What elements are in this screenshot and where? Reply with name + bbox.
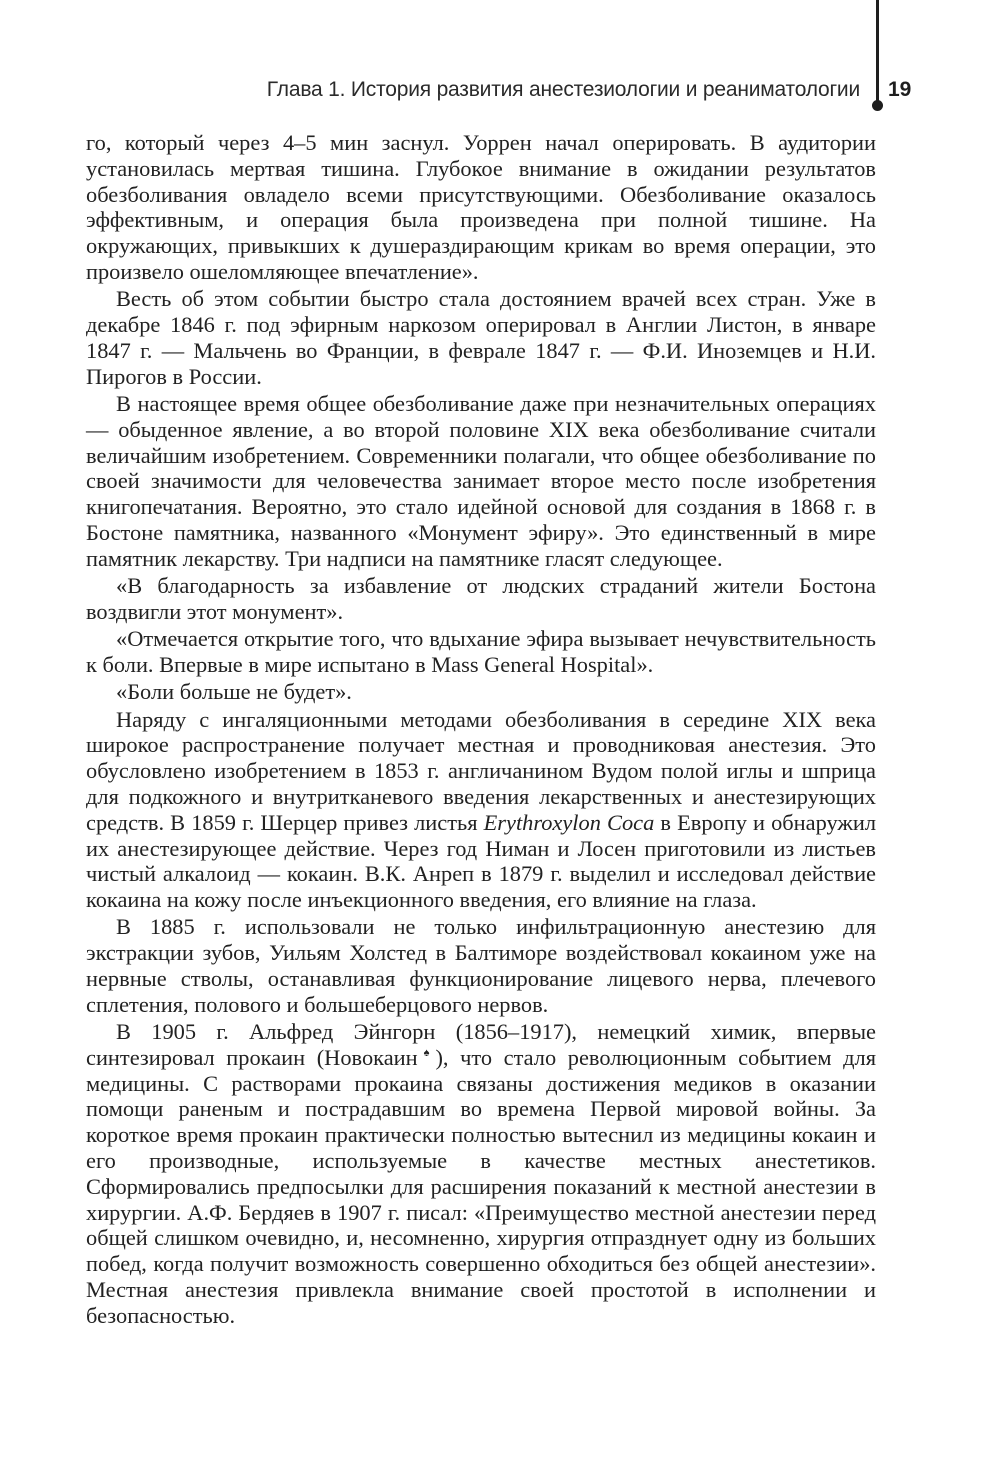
body-text bbox=[86, 130, 876, 1330]
running-head: Глава 1. История развития анестезиологии и реаниматологии bbox=[266, 78, 860, 101]
paragraph-continued: го, который через 4–5 мин заснул. Уоррен начал оперировать. В аудитории установилась мертвая тишина. Глубокое внимание в ожидании результатов обезболивания овладело всеми присутствующими. Обезболивание оказалось эффективным, и операция была произведена при полной тишине. На окружающих, привыкших к душераздирающим крикам во время операции, это произвело ошеломляющее впечатление». bbox=[86, 130, 876, 284]
paragraph bbox=[86, 1019, 876, 1329]
paragraph-quote: «Боли больше не будет». bbox=[116, 679, 352, 705]
paragraph: В 1885 г. использовали не только инфильтрационную анестезию для экстракции зубов, Уильям Холстед в Балтиморе воздействовал кокаином уже на нервные стволы, останавливая функционирование лицевого нерва, плечевого сплетения, полового и большеберцового нервов. bbox=[86, 914, 876, 1017]
page-number: 19 bbox=[888, 78, 912, 101]
paragraph-quote: «Отмечается открытие того, что вдыхание эфира вызывает нечувствительность к боли. Впервые в мире испытано в Mass General Hospital». bbox=[86, 626, 876, 677]
paragraph: Весть об этом событии быстро стала достоянием врачей всех стран. Уже в декабре 1846 г. под эфирным наркозом оперировал в Англии Листон, в январе 1847 г. — Мальчень во Франции, в феврале 1847 г. — Ф.И. Иноземцев и Н.И. Пирогов в России. bbox=[86, 286, 876, 389]
paragraph-quote: «В благодарность за избавление от людских страданий жители Бостона воздвигли этот монумент». bbox=[86, 573, 876, 624]
header-vertical-rule bbox=[876, 0, 879, 103]
paragraph-text: Наряду с ингаляционными методами обезболивания в середине XIX века широкое распространение получает местная и проводниковая анестезия. Это обусловлено изобретением в 1853 г. англичанином Вудом полой иглы и шприца для подкожного и внутритканевого введения лекарственных и анестезирующих средств. В 1859 г. Шерцер привез листья bbox=[86, 706, 876, 835]
paragraph bbox=[86, 707, 876, 913]
paragraph-text: в Европу и обнаружил их анестезирующее действие. Через год Ниман и Лосен приготовили из листьев чистый алкалоид — кокаин. В.К. Анреп в 1879 г. выделил и исследовал действие кокаина на кожу после инъекционного введения, его влияние на глаза. bbox=[86, 809, 876, 913]
registered-mark: ♠ bbox=[417, 1046, 436, 1059]
paragraph: В настоящее время общее обезболивание даже при незначительных операциях — обыденное явление, а во второй половине XIX века обезболивание считали величайшим изобретением. Современники полагали, что общее обезболивание по своей значимости для человечества занимает второе место после изобретения книгопечатания. Вероятно, это стало идейной основой для создания в 1868 г. в Бостоне памятника, названного «Монумент эфиру». Это единственный в мире памятник лекарству. Три надписи на памятнике гласят следующее. bbox=[86, 390, 876, 571]
paragraph-text: ), что стало революционным событием для медицины. С растворами прокаина связаны достижения медиков в оказании помощи раненым и пострадавшим во времена Первой мировой войны. За короткое время прокаин практически полностью вытеснил из медицины кокаин и его производные, используемые в качестве местных анестетиков. Сформировались предпосылки для расширения показаний к местной анестезии в хирургии. А.Ф. Бердяев в 1907 г. писал: «Преимущество местной анестезии перед общей слишком очевидно, и, несомненно, хирургия отпразднует одну из больших побед, когда получит возможность совершенно обходиться без общей анестезии». Местная анестезия привлекла внимание своей простотой в исполнении и безопасностью. bbox=[86, 1044, 876, 1328]
species-name: Erythroxylon Coca bbox=[483, 809, 655, 835]
paragraph-text: В 1905 г. Альфред Эйнгорн (1856–1917), немецкий химик, впервые синтезировал прокаин (Новокаин bbox=[86, 1019, 876, 1070]
header-rule-dot bbox=[872, 100, 883, 111]
